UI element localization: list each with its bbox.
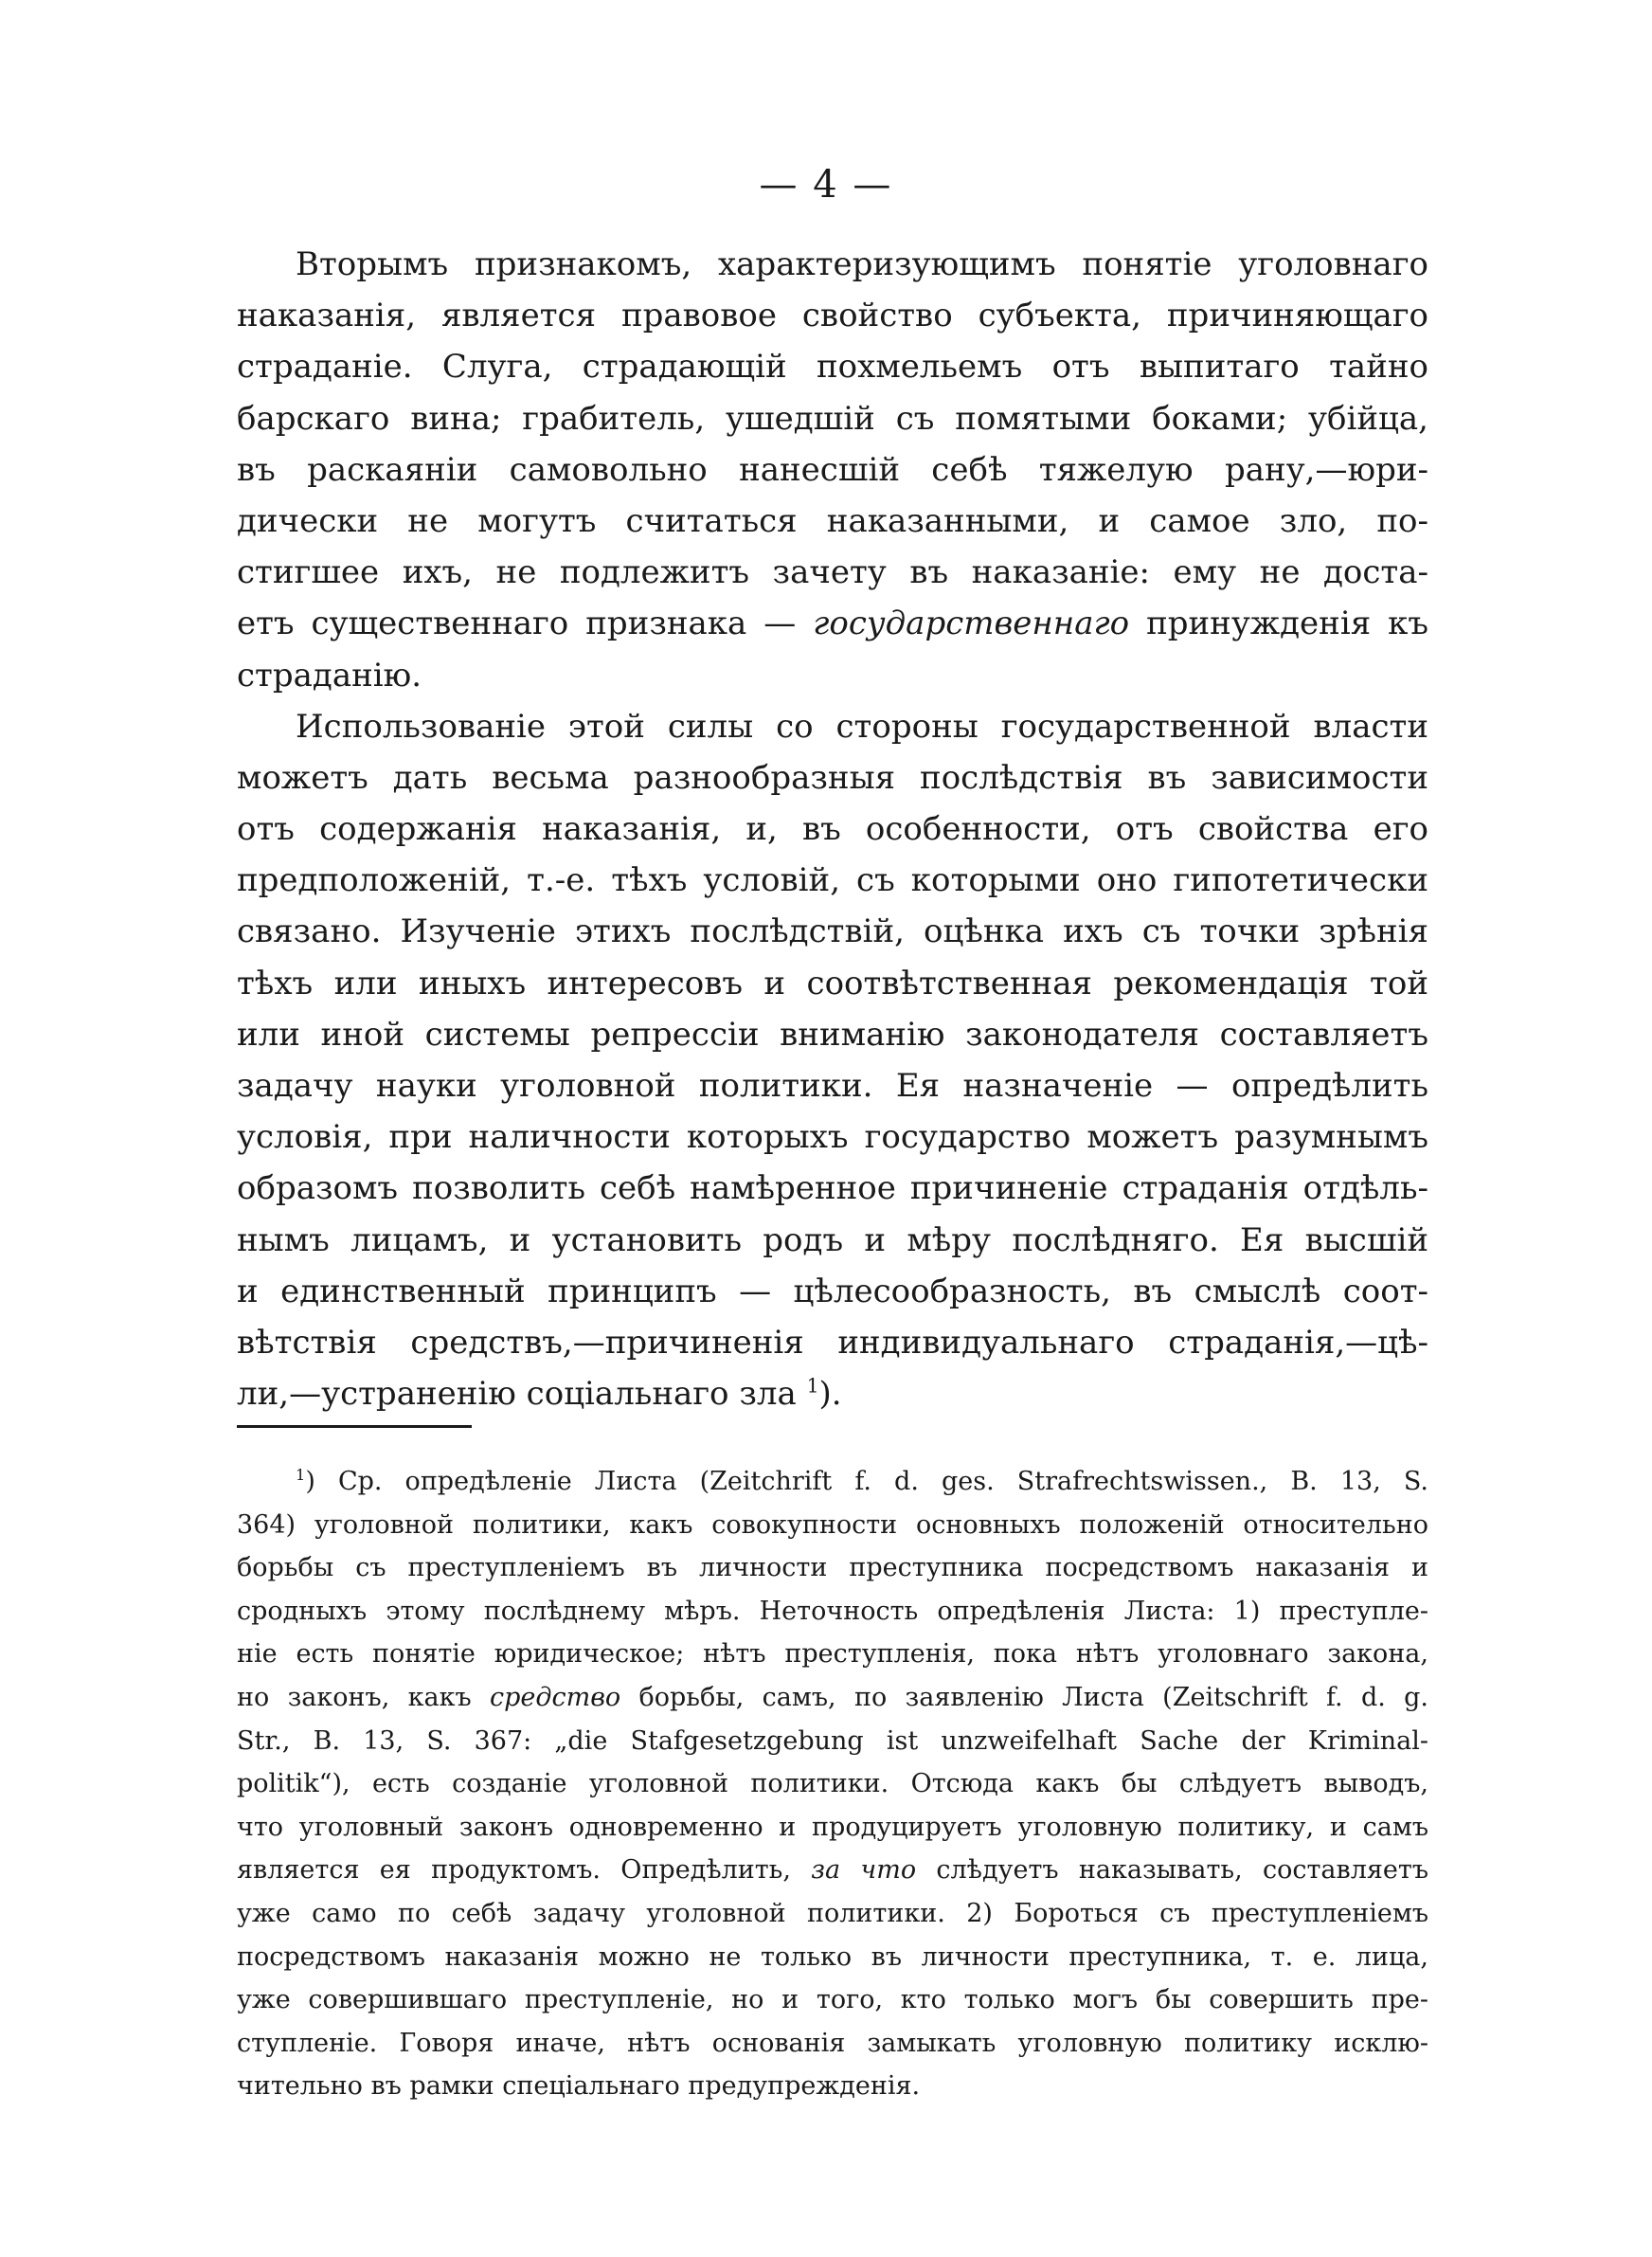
page-number: — 4 —: [759, 163, 893, 207]
footnote: [237, 1460, 1428, 2108]
paragraph-2-line: условія, при наличности которыхъ государство можетъ разумнымъ: [237, 1118, 1428, 1157]
footnote-line: чительно въ рамки спеціальнаго предупрежденія.: [237, 2071, 921, 2102]
text-run: является ея продуктомъ. Опредѣлить,: [237, 1855, 791, 1886]
paragraph-1-line: въ раскаяніи самовольно нанесшій себѣ тяжелую рану,—юри-: [237, 450, 1428, 489]
paragraph-2-line: вѣтствія средствъ,—причиненія индивидуальнаго страданія,—цѣ-: [237, 1323, 1428, 1362]
text-run: слѣдуетъ наказывать, составляетъ: [936, 1855, 1428, 1886]
paragraph-1-line: наказанія, является правовое свойство субъекта, причиняющаго: [237, 297, 1428, 335]
main-text: [237, 239, 1428, 1419]
footnote-line: ступленіе. Говоря иначе, нѣтъ основанія замыкать уголовную политику исклю-: [237, 2028, 1428, 2058]
text-run: ли,—устраненію соціальнаго зла: [237, 1375, 797, 1414]
italic-term: государственнаго: [813, 605, 1130, 643]
paragraph-2-line: образомъ позволить себѣ намѣренное причиненіе страданія отдѣль-: [237, 1169, 1428, 1208]
footnote-line: уже само по себѣ задачу уголовной политики. 2) Бороться съ преступленіемъ: [237, 1898, 1428, 1928]
paragraph-1-line: Вторымъ признакомъ, характеризующимъ понятіе уголовнаго: [296, 245, 1428, 283]
footnote-divider: [237, 1425, 472, 1428]
text-run: борьбы, самъ, по заявленію Листа (Zeitschrift f. d. g.: [638, 1682, 1428, 1712]
paragraph-2-line: задачу науки уголовной политики. Ея назначеніе — опредѣлить: [237, 1067, 1428, 1105]
paragraph-1-line: страданіе. Слуга, страдающій похмельемъ отъ выпитаго тайно: [237, 348, 1428, 387]
paragraph-1-line: [237, 598, 1428, 649]
paragraph-2-line: отъ содержанія наказанія, и, въ особенности, отъ свойства его: [237, 810, 1428, 849]
paragraph-2-line: [237, 1368, 1428, 1419]
paragraph-2-line: или иной системы репрессіи вниманію законодателя составляетъ: [237, 1015, 1428, 1054]
italic-term: средство: [489, 1682, 621, 1712]
footnote-line: [237, 1849, 1428, 1892]
footnote-line: посредствомъ наказанія можно не только въ личности преступника, т. е. лица,: [237, 1941, 1428, 1972]
footnote-marker: 1: [296, 1466, 306, 1484]
paragraph-2-line: тѣхъ или иныхъ интересовъ и соотвѣтственная рекомендація той: [237, 964, 1428, 1002]
footnote-reference: 1: [806, 1374, 819, 1398]
paragraph-2-line: и единственный принципъ — цѣлесообразность, въ смыслѣ соот-: [237, 1272, 1428, 1310]
text-run: но законъ, какъ: [237, 1682, 472, 1712]
paragraph-1-line: дически не могутъ считаться наказанными, и самое зло, по-: [237, 501, 1428, 540]
footnote-line: сродныхъ этому послѣднему мѣръ. Неточность опредѣленія Листа: 1) преступле-: [237, 1596, 1428, 1626]
paragraph-2-line: предположеній, т.-е. тѣхъ условій, съ которыми оно гипотетически: [237, 861, 1428, 900]
text-run: етъ существеннаго признака —: [237, 605, 797, 643]
paragraph-2-line: нымъ лицамъ, и установить родъ и мѣру послѣдняго. Ея высшій: [237, 1220, 1428, 1259]
footnote-line: ніе есть понятіе юридическое; нѣтъ преступленія, пока нѣтъ уголовнаго закона,: [237, 1639, 1428, 1670]
text-run: ) Ср. опредѣленіе Листа (Zeitchrift f. d. ges. Strafrechtswissen., B. 13, S.: [305, 1467, 1428, 1496]
paragraph-1-line: страданію.: [237, 656, 422, 695]
footnote-line: борьбы съ преступленіемъ въ личности преступника посредствомъ наказанія и: [237, 1553, 1428, 1583]
footnote-line: [237, 1676, 1428, 1720]
paragraph-1-line: барскаго вина; грабитель, ушедшій съ помятыми боками; убійца,: [237, 399, 1428, 438]
text-run: принужденія къ: [1146, 605, 1428, 643]
paragraph-2-line: Использованіе этой силы со стороны государственной власти: [296, 707, 1428, 746]
footnote-line: 364) уголовной политики, какъ совокупности основныхъ положеній относительно: [237, 1509, 1428, 1540]
footnote-line: [237, 1460, 1428, 1504]
paragraph-2-line: связано. Изученіе этихъ послѣдствій, оцѣнка ихъ съ точки зрѣнія: [237, 912, 1428, 951]
paragraph-2-line: можетъ дать весьма разнообразныя послѣдствія въ зависимости: [237, 758, 1428, 797]
footnote-line: Str., B. 13, S. 367: „die Stafgesetzgebung ist unzweifelhaft Sache der Kriminal-: [237, 1725, 1428, 1756]
text-run: ).: [818, 1375, 842, 1414]
paragraph-1-line: стигшее ихъ, не подлежитъ зачету въ наказаніе: ему не доста-: [237, 553, 1428, 592]
footnote-line: politik“), есть созданіе уголовной политики. Отсюда какъ бы слѣдуетъ выводъ,: [237, 1769, 1428, 1799]
footnote-line: что уголовный законъ одновременно и продуцируетъ уголовную политику, и самъ: [237, 1812, 1428, 1842]
footnote-line: уже совершившаго преступленіе, но и того, кто только могъ бы совершить пре-: [237, 1985, 1428, 2015]
italic-term: за что: [811, 1855, 917, 1886]
